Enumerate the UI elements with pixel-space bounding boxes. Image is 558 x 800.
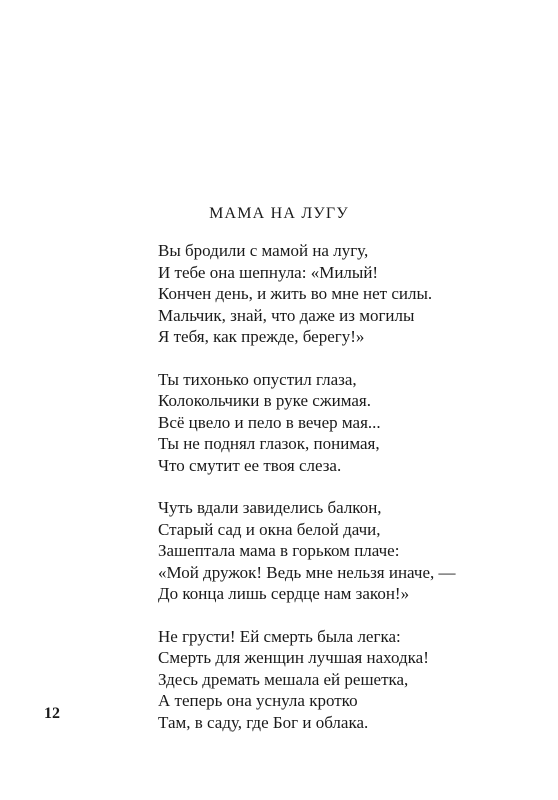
poem-line: Ты не поднял глазок, понимая, <box>158 434 380 453</box>
poem-line: Колокольчики в руке сжимая. <box>158 391 371 410</box>
poem-line: Вы бродили с мамой на лугу, <box>158 241 369 260</box>
stanza-2 <box>158 369 538 477</box>
poem-line: Кончен день, и жить во мне нет силы. <box>158 284 433 303</box>
poem-line: Смерть для женщин лучшая находка! <box>158 648 429 667</box>
poem-line: Чуть вдали завиделись балкон, <box>158 498 382 517</box>
poem-line: Ты тихонько опустил глаза, <box>158 369 357 389</box>
poem-title: МАМА НА ЛУГУ <box>209 205 349 222</box>
poem-line: Здесь дремать мешала ей решетка, <box>158 669 409 689</box>
poem-body <box>158 240 538 754</box>
stanza-4 <box>158 626 538 734</box>
poem-line: Старый сад и окна белой дачи, <box>158 519 381 539</box>
poem-line: Не грусти! Ей смерть была легка: <box>158 626 401 646</box>
poem-line: Всё цвело и пело в вечер мая... <box>158 412 381 432</box>
page-number: 12 <box>44 705 60 722</box>
poem-line: Там, в саду, где Бог и облака. <box>158 712 369 732</box>
poem-line: Зашептала мама в горьком плаче: <box>158 541 400 560</box>
poem-line: «Мой дружок! Ведь мне нельзя иначе, — <box>158 562 456 582</box>
poem-line: До конца лишь сердце нам закон!» <box>158 584 410 603</box>
poem-line: И тебе она шепнула: «Милый! <box>158 262 379 282</box>
poem-line: Я тебя, как прежде, берегу!» <box>158 327 365 346</box>
stanza-1 <box>158 240 538 348</box>
stanza-3 <box>158 497 538 605</box>
poem-line: Мальчик, знай, что даже из могилы <box>158 305 415 325</box>
poem-line: А теперь она уснула кротко <box>158 691 358 710</box>
poem-line: Что смутит ее твоя слеза. <box>158 455 342 475</box>
